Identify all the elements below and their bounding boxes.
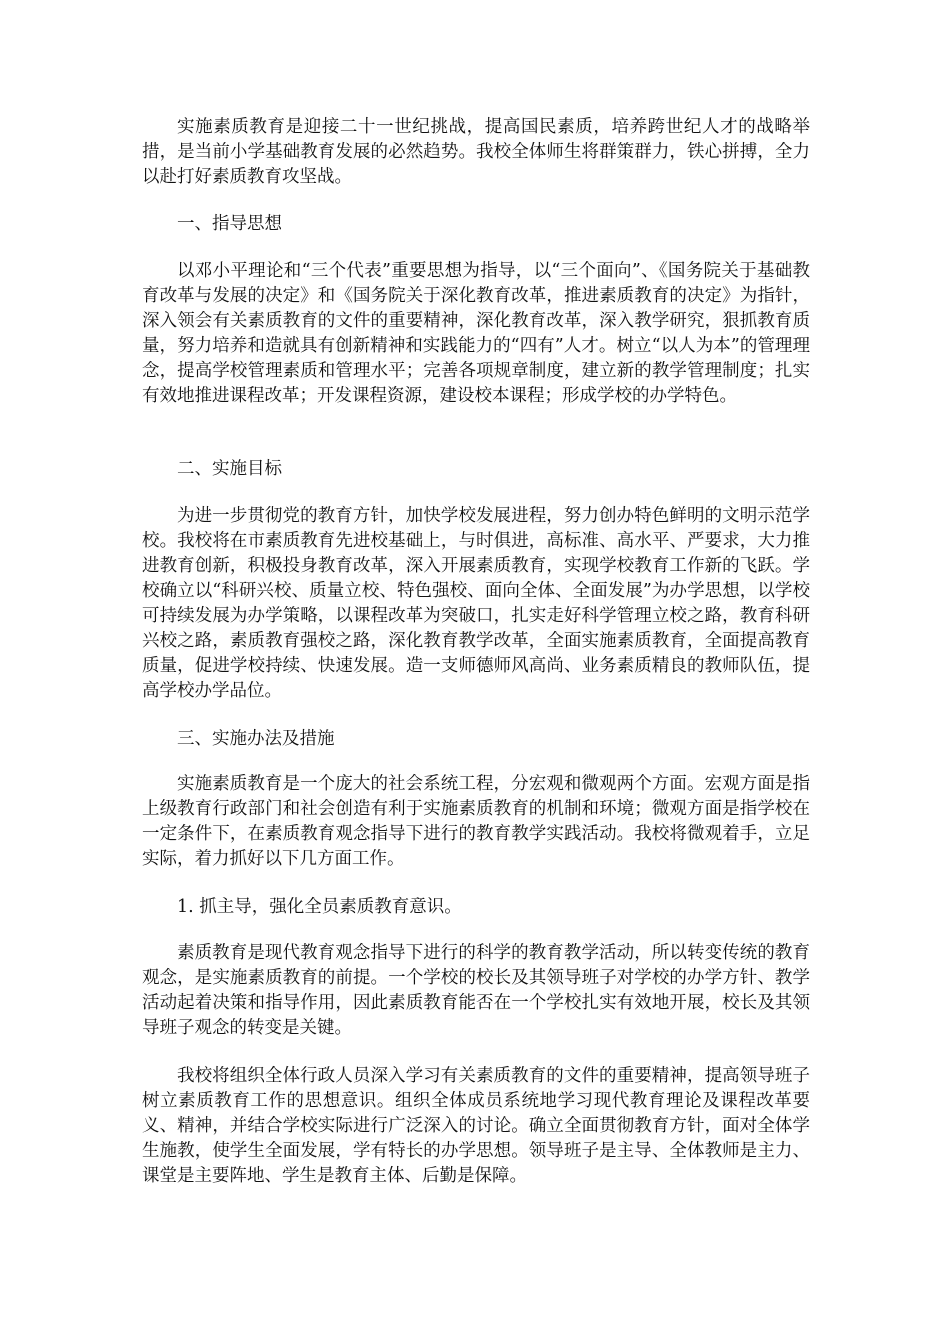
section-heading-measures: 三、实施办法及措施 [177,729,335,749]
guiding-ideology-paragraph: 以邓小平理论和“三个代表”重要思想为指导，以“三个面向”、《国务院关于基础教育改革与发展的决定》和《国务院关于深化教育改革，推进素质教育的决定》为指针，深入领会有关素质教育的文件的重要精神，深化教育改革，深入教学研究，狠抓教育质量，努力培养和造就具有创新精神和实践能力的“四有”人才。树立“以人为本”的管理理念，提高学校管理素质和管理水平；完善各项规章制度，建立新的教学管理制度；扎实有效地推进课程改革；开发课程资源，建设校本课程；形成学校的办学特色。 [142,261,810,406]
intro-paragraph: 实施素质教育是迎接二十一世纪挑战，提高国民素质，培养跨世纪人才的战略举措，是当前小学基础教育发展的必然趋势。我校全体师生将群策群力，铁心拼搏，全力以赴打好素质教育攻坚战。 [142,117,810,187]
goals-paragraph: 为进一步贯彻党的教育方针，加快学校发展进程，努力创办特色鲜明的文明示范学校。我校将在市素质教育先进校基础上，与时俱进，高标准、高水平、严要求，大力推进教育创新，积极投身教育改革，深入开展素质教育，实现学校教育工作新的飞跃。学校确立以“科研兴校、质量立校、特色强校、面向全体、全面发展”为办学思想，以学校可持续发展为办学策略，以课程改革为突破口，扎实走好科学管理立校之路，教育科研兴校之路，素质教育强校之路，深化教育教学改革，全面实施素质教育，全面提高教育质量，促进学校持续、快速发展。造一支师德师风高尚、业务素质精良的教师队伍，提高学校办学品位。 [142,506,810,701]
subsection-heading-item-1: 1. 抓主导，强化全员素质教育意识。 [177,897,462,917]
measures-paragraph: 实施素质教育是一个庞大的社会系统工程，分宏观和微观两个方面。宏观方面是指上级教育行政部门和社会创造有利于实施素质教育的机制和环境；微观方面是指学校在一定条件下，在素质教育观念指导下进行的教育教学实践活动。我校将微观着手，立足实际，着力抓好以下几方面工作。 [142,774,810,869]
item-1-detail-paragraph: 我校将组织全体行政人员深入学习有关素质教育的文件的重要精神，提高领导班子树立素质教育工作的思想意识。组织全体成员系统地学习现代教育理论及课程改革要义、精神，并结合学校实际进行广泛深入的讨论。确立全面贯彻教育方针，面对全体学生施教，使学生全面发展，学有特长的办学思想。领导班子是主导、全体教师是主力、课堂是主要阵地、学生是教育主体、后勤是保障。 [142,1066,810,1186]
section-heading-guiding-ideology: 一、指导思想 [177,214,282,234]
section-heading-goals: 二、实施目标 [177,459,282,479]
item-1-paragraph: 素质教育是现代教育观念指导下进行的科学的教育教学活动，所以转变传统的教育观念，是实施素质教育的前提。一个学校的校长及其领导班子对学校的办学方针、教学活动起着决策和指导作用，因此素质教育能否在一个学校扎实有效地开展，校长及其领导班子观念的转变是关键。 [142,943,810,1038]
